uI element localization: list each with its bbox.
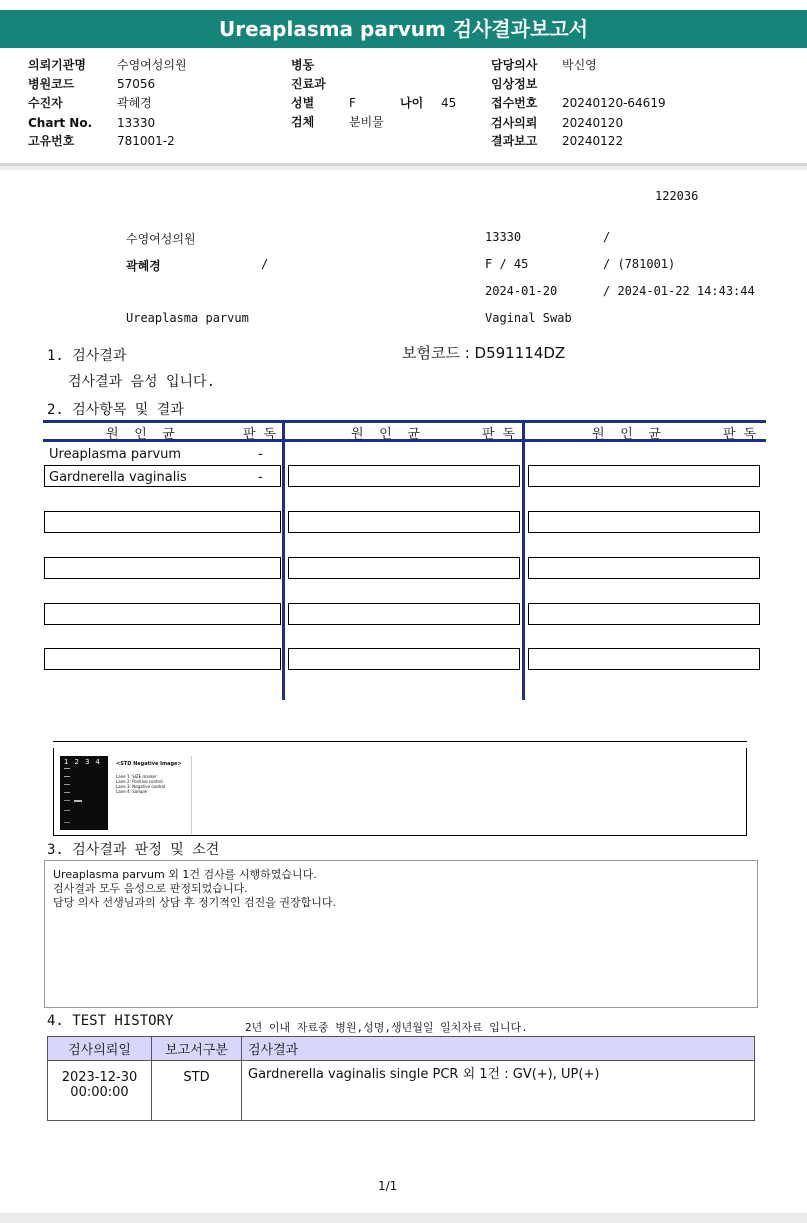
image-panel-rule [53, 741, 747, 742]
history-date: 2023-12-30 [61, 1070, 138, 1085]
report-title: Ureaplasma parvum 검사결과보고서 [0, 10, 807, 48]
summary-sex-age: F / 45 [485, 257, 529, 271]
summary-specimen: Vaginal Swab [485, 311, 572, 325]
result-cell [528, 603, 760, 625]
specimen-value: 분비물 [349, 115, 384, 129]
gel-electrophoresis-image [60, 756, 108, 830]
lane-number: 1 [64, 758, 75, 766]
section3-heading: 3. 검사결과 판정 및 소견 [47, 842, 220, 858]
result-cell [528, 511, 760, 533]
summary-clinic: 수영여성의원 [126, 232, 196, 246]
table-row [48, 1061, 755, 1121]
page-separator [0, 166, 807, 170]
section2-heading: 2. 검사항목 및 결과 [47, 402, 184, 418]
result-statement: 검사결과 음성 입니다. [68, 374, 216, 390]
result-cell [44, 648, 281, 670]
specimen-label: 검체 [291, 115, 315, 129]
page-number: 1/1 [378, 1179, 398, 1193]
receipt-no-value: 20240120-64619 [562, 96, 666, 110]
pathogen-result: - [258, 470, 263, 485]
lane-number: 4 [95, 758, 106, 766]
history-type: STD [152, 1061, 242, 1121]
requesting-institution-value: 수영여성의원 [117, 58, 187, 72]
history-header-date: 검사의뢰일 [48, 1037, 152, 1061]
department-label: 진료과 [291, 77, 326, 91]
clinical-info-label: 임상정보 [491, 77, 538, 91]
table-column-divider [522, 420, 525, 700]
request-date-label: 검사의뢰 [491, 116, 538, 130]
column-header-judgement: 판 독 [723, 427, 756, 442]
result-cell [288, 648, 520, 670]
result-cell [288, 603, 520, 625]
history-header-result: 검사결과 [242, 1037, 755, 1061]
column-header-judgement: 판 독 [243, 427, 276, 442]
page-bottom-edge [0, 1213, 807, 1223]
pathogen-name: Gardnerella vaginalis [49, 470, 187, 485]
section1-heading: 1. 검사결과 [47, 348, 127, 364]
section4-heading: 4. TEST HISTORY [47, 1013, 174, 1029]
gel-legend-line: Lane 1: SIZE marker [116, 774, 157, 779]
summary-patient-divider: / [261, 257, 269, 271]
summary-test-name: Ureaplasma parvum [126, 311, 249, 325]
summary-patient: 곽혜경 [126, 259, 161, 273]
gel-legend [108, 756, 192, 834]
history-time: 00:00:00 [70, 1085, 129, 1100]
table-column-divider [282, 420, 285, 700]
result-cell [528, 465, 760, 487]
summary-report-datetime: / 2024-01-22 14:43:44 [603, 284, 755, 298]
ward-label: 병동 [291, 58, 315, 72]
result-cell [288, 465, 520, 487]
requesting-institution-label: 의뢰기관명 [28, 58, 86, 72]
chart-no-label: Chart No. [28, 116, 93, 130]
summary-birth-id: / (781001) [603, 257, 676, 271]
gel-lane-numbers [64, 758, 106, 766]
unique-id-label: 고유번호 [28, 134, 75, 148]
history-note: 2년 이내 자료중 병원,성명,생년월일 일치자료 입니다. [245, 1021, 528, 1034]
result-cell [288, 557, 520, 579]
opinion-line: Ureaplasma parvum 외 1건 검사를 시행하였습니다. [53, 868, 317, 881]
insurance-code: 보험코드 : D591114DZ [402, 344, 566, 362]
history-date-cell [48, 1061, 152, 1121]
lane-number: 3 [84, 758, 96, 766]
opinion-line: 담당 의사 선생님과의 상담 후 정기적인 검진을 권장합니다. [53, 896, 336, 909]
hospital-code-value: 57056 [117, 77, 156, 91]
gel-legend-line: Lane 4: Sample [116, 789, 148, 794]
doctor-value: 박신영 [562, 58, 597, 72]
column-header-judgement: 판 독 [482, 427, 515, 442]
report-date-label: 결과보고 [491, 134, 538, 148]
gel-legend-line: Lane 3: Negative control [116, 784, 166, 789]
summary-receipt-date: 2024-01-20 [485, 284, 558, 298]
age-label: 나이 [400, 96, 424, 110]
gel-legend-line: Lane 2: Positive control [116, 779, 163, 784]
opinion-line: 검사결과 모두 음성으로 판정되었습니다. [53, 882, 248, 895]
result-cell [44, 511, 281, 533]
report-code: 122036 [655, 189, 699, 203]
doctor-label: 담당의사 [491, 58, 538, 72]
result-cell [44, 557, 281, 579]
summary-chart-no: 13330 [485, 230, 522, 244]
column-header-pathogen: 원 인 균 [351, 427, 420, 442]
pathogen-name: Ureaplasma parvum [49, 447, 182, 462]
column-header-pathogen: 원 인 균 [592, 427, 661, 442]
result-cell [528, 648, 760, 670]
column-header-pathogen: 원 인 균 [106, 427, 175, 442]
patient-value: 곽혜경 [117, 96, 152, 110]
pathogen-result: - [258, 447, 263, 462]
receipt-no-label: 접수번호 [491, 96, 538, 110]
result-cell [528, 557, 760, 579]
unique-id-value: 781001-2 [117, 134, 175, 148]
opinion-box [44, 860, 758, 1008]
sex-value: F [349, 96, 356, 110]
hospital-code-label: 병원코드 [28, 77, 75, 91]
chart-no-value: 13330 [117, 116, 156, 130]
result-cell [44, 603, 281, 625]
test-history-table [47, 1036, 755, 1121]
result-cell [288, 511, 520, 533]
summary-divider: / [603, 230, 611, 244]
sex-label: 성별 [291, 96, 315, 110]
age-value: 45 [441, 96, 457, 110]
patient-label: 수진자 [28, 96, 63, 110]
request-date-value: 20240120 [562, 116, 624, 130]
report-date-value: 20240122 [562, 134, 624, 148]
gel-legend-title: <STD Negative Image> [116, 761, 182, 767]
history-result: Gardnerella vaginalis single PCR 외 1건 : GV(+), UP(+) [242, 1061, 755, 1121]
history-header-type: 보고서구분 [152, 1037, 242, 1061]
lane-number: 2 [74, 758, 85, 766]
